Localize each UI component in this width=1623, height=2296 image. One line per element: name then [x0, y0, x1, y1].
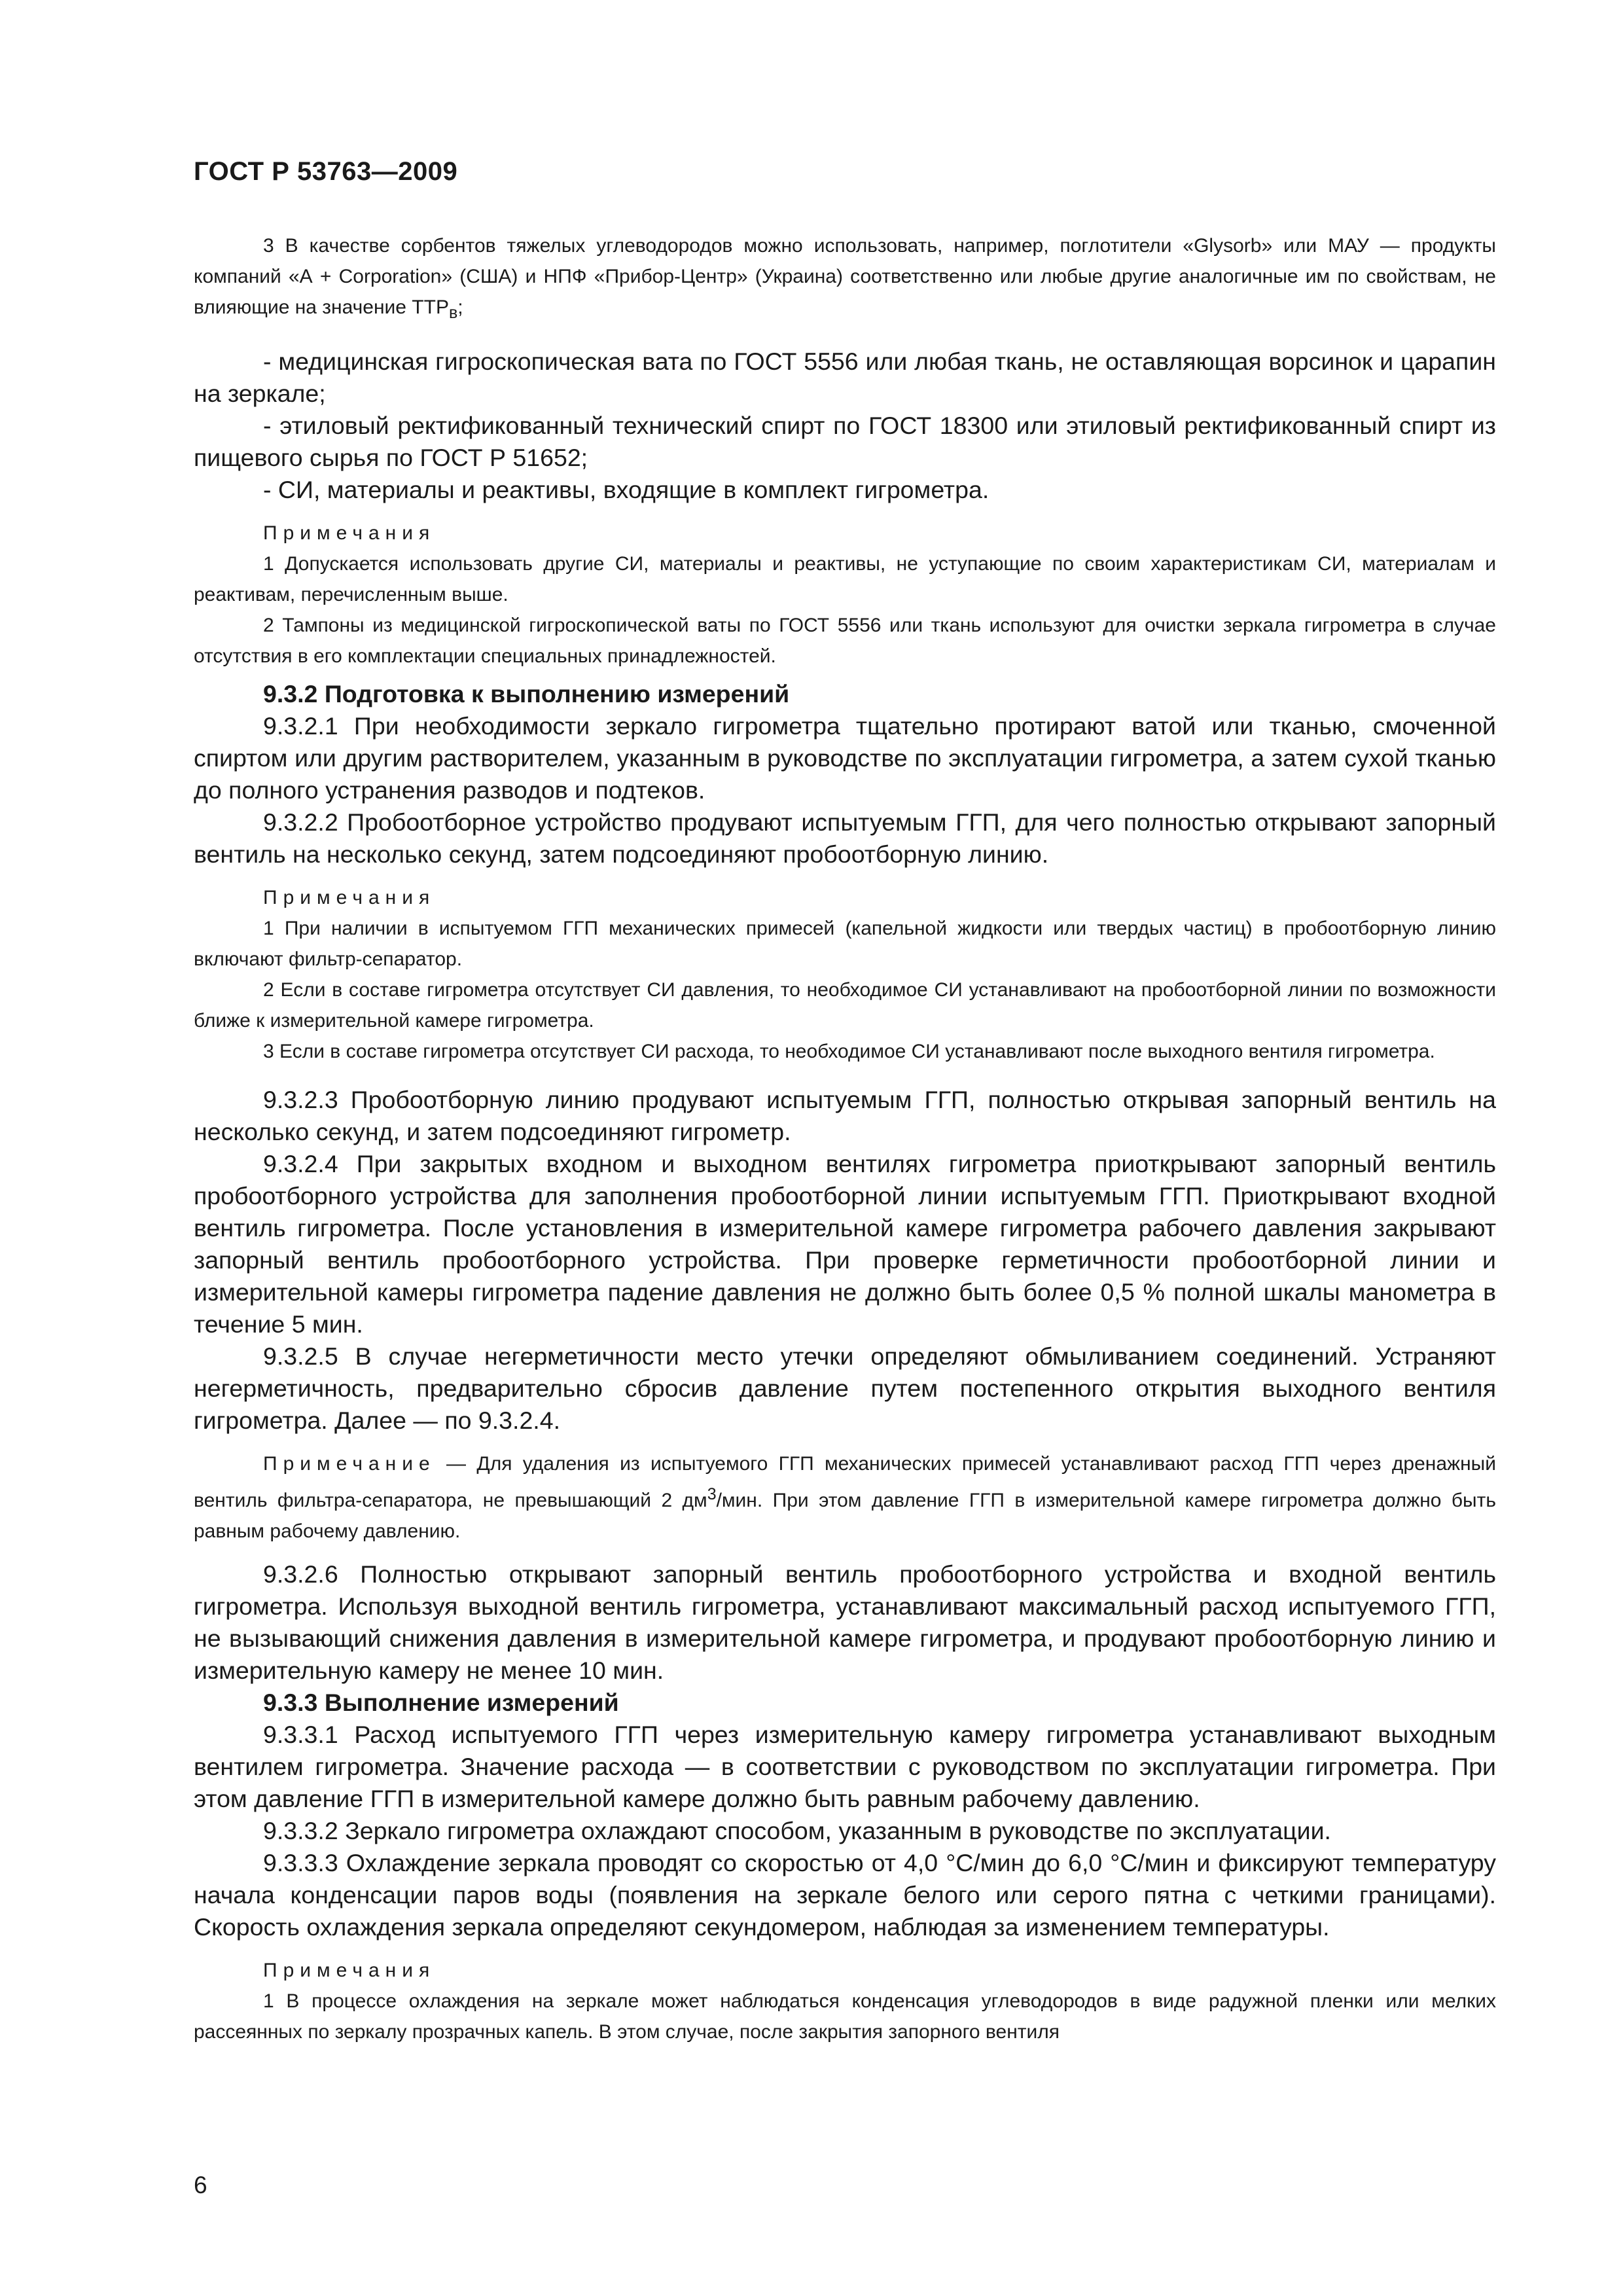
paragraph-9-3-2-1: 9.3.2.1 При необходимости зеркало гигрометра тщательно протирают ватой или тканью, смоченной спиртом или другим растворителем, указанным в руководстве по эксплуатации гигрометра, а затем сухой тканью до полного устранения разводов и подтеков. — [194, 712, 1496, 804]
section-heading-9-3-3: 9.3.3 Выполнение измерений — [263, 1689, 619, 1716]
note-text: — Для удаления из испытуемого ГГП механических примесей устанавливают расход ГГП через дренажный вентиль фильтра-сепаратора, не превышающий 2 дм — [194, 1453, 1496, 1511]
note-text: 3 В качестве сорбентов тяжелых углеводородов можно использовать, например, поглотители «Glysorb» или МАУ — продукты компаний «А + Corporation» (США) и НПФ «Прибор-Центр» (Украина) соответственно или любые другие аналогичные им по свойствам, не влияющие на значение ТТР — [194, 235, 1496, 318]
note-label: Примечание — [263, 1453, 436, 1475]
paragraph-9-3-3-2: 9.3.3.2 Зеркало гигрометра охлаждают способом, указанным в руководстве по эксплуатации. — [263, 1817, 1331, 1844]
section-heading-9-3-2: 9.3.2 Подготовка к выполнению измерений — [263, 680, 790, 708]
paragraph-9-3-2-4: 9.3.2.4 При закрытых входном и выходном вентилях гигрометра приоткрывают запорный вентиль пробоотборного устройства для заполнения пробоотборной линии испытуемым ГГП. Приоткрывают входной вентиль гигрометра. После установления в измерительной камере гигрометра рабочего давления закрывают запорный вентиль пробоотборного устройства. При проверке герметичности пробоотборной линии и измерительной камеры гигрометра падение давления не должно быть более 0,5 % полной шкалы манометра в течение 5 мин. — [194, 1150, 1496, 1338]
paragraph-9-3-2-6: 9.3.2.6 Полностью открывают запорный вентиль пробоотборного устройства и входной вентиль гигрометра. Используя выходной вентиль гигрометра, устанавливают максимальный расход испытуемого ГГП, не вызывающий снижения давления в измерительной камере гигрометра, и продувают пробоотборную линию и измерительную камеру не менее 10 мин. — [194, 1560, 1496, 1684]
notes-heading: Примечания — [263, 887, 436, 908]
paragraph-9-3-2-3: 9.3.2.3 Пробоотборную линию продувают испытуемым ГГП, полностью открывая запорный вентиль на несколько секунд, и затем подсоединяют гигрометр. — [194, 1086, 1496, 1145]
note-item: 1 При наличии в испытуемом ГГП механических примесей (капельной жидкости или твердых частиц) в пробоотборную линию включают фильтр-сепаратор. — [194, 918, 1496, 970]
paragraph-9-3-2-5: 9.3.2.5 В случае негерметичности место утечки определяют обмыливанием соединений. Устраняют негерметичность, предварительно сбросив давление путем постепенного открытия выходного вентиля гигрометра. Далее — по 9.3.2.4. — [194, 1342, 1496, 1434]
note-item: 3 Если в составе гигрометра отсутствует СИ расхода, то необходимое СИ устанавливают после выходного вентиля гигрометра. — [263, 1041, 1435, 1062]
paragraph-9-3-3-1: 9.3.3.1 Расход испытуемого ГГП через измерительную камеру гигрометра устанавливают выходным вентилем гигрометра. Значение расхода — в соответствии с руководством по эксплуатации гигрометра. При этом давление ГГП в измерительной камере должно быть равным рабочему давлению. — [194, 1721, 1496, 1812]
note-item-sorbents — [194, 230, 1496, 329]
page-header-standard-title: ГОСТ Р 53763—2009 — [194, 157, 458, 186]
list-item-kit: - СИ, материалы и реактивы, входящие в комплект гигрометра. — [263, 476, 990, 503]
notes-heading: Примечания — [263, 522, 436, 544]
note-item: 1 Допускается использовать другие СИ, материалы и реактивы, не уступающие по своим характеристикам СИ, материалам и реактивам, перечисленным выше. — [194, 553, 1496, 605]
page-content — [194, 230, 1496, 2047]
notes-heading: Примечания — [263, 1960, 436, 1981]
paragraph-9-3-3-3: 9.3.3.3 Охлаждение зеркала проводят со скоростью от 4,0 °С/мин до 6,0 °С/мин и фиксируют температуру начала конденсации паров воды (появления на зеркале белого или серого пятна с четкими границами). Скорость охлаждения зеркала определяют секундомером, наблюдая за изменением температуры. — [194, 1849, 1496, 1941]
note-text-end: ; — [457, 296, 463, 318]
page-number: 6 — [194, 2172, 207, 2198]
subscript: в — [448, 304, 458, 322]
paragraph-9-3-2-2: 9.3.2.2 Пробоотборное устройство продувают испытуемым ГГП, для чего полностью открывают запорный вентиль на несколько секунд, затем подсоединяют пробоотборную линию. — [194, 808, 1496, 868]
list-item-cotton: - медицинская гигроскопическая вата по ГОСТ 5556 или любая ткань, не оставляющая ворсинок и царапин на зеркале; — [194, 348, 1496, 407]
note-drainage — [194, 1448, 1496, 1547]
superscript: 3 — [707, 1485, 717, 1503]
list-item-alcohol: - этиловый ректификованный технический спирт по ГОСТ 18300 или этиловый ректификованный спирт из пищевого сырья по ГОСТ Р 51652; — [194, 412, 1496, 471]
note-item: 1 В процессе охлаждения на зеркале может наблюдаться конденсация углеводородов в виде радужной пленки или мелких рассеянных по зеркалу прозрачных капель. В этом случае, после закрытия запорного вентиля — [194, 1990, 1496, 2043]
note-text: /мин. При этом давление ГГП в измерительной камере гигрометра должно быть равным рабочему давлению. — [194, 1490, 1496, 1542]
note-item: 2 Если в составе гигрометра отсутствует СИ давления, то необходимое СИ устанавливают на пробоотборной линии по возможности ближе к измерительной камере гигрометра. — [194, 979, 1496, 1031]
note-item: 2 Тампоны из медицинской гигроскопической ваты по ГОСТ 5556 или ткань используют для очистки зеркала гигрометра в случае отсутствия в его комплектации специальных принадлежностей. — [194, 615, 1496, 667]
